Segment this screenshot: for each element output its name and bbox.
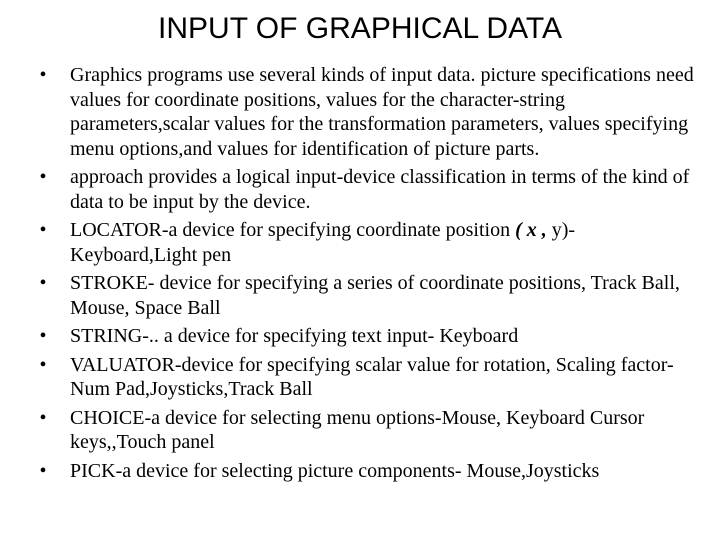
- locator-text-end: y)-Keyboard,Light pen: [70, 219, 576, 266]
- bullet-text-valuator: VALUATOR-device for specifying scalar value for rotation, Scaling factor-Num Pad,Joysticks,Track Ball: [70, 353, 674, 400]
- bullet-icon: •: [39, 406, 47, 429]
- bullet-text-choice: CHOICE-a device for selecting menu options-Mouse, Keyboard Cursor keys,,Touch panel: [70, 406, 645, 453]
- bullet-icon: •: [39, 459, 47, 482]
- list-item: [36, 271, 696, 320]
- bullet-icon: •: [39, 272, 47, 294]
- bullet-text-locator: [70, 218, 696, 267]
- bullet-list: [36, 63, 696, 487]
- bullet-text-classification: approach provides a logical input-device classification in terms of the kind of data to be input by the device.: [70, 166, 690, 213]
- bullet-text-string: STRING-.. a device for specifying text input- Keyboard: [70, 325, 519, 347]
- bullet-icon: •: [39, 219, 47, 241]
- bullet-text-stroke: STROKE- device for specifying a series of coordinate positions, Track Ball, Mouse, Space Ball: [70, 272, 680, 319]
- locator-text-start: LOCATOR-a device for specifying coordinate position: [70, 219, 516, 241]
- list-item: [36, 353, 696, 402]
- list-item: [36, 459, 696, 484]
- bullet-icon: •: [39, 166, 47, 188]
- coordinate-emphasis: ( x ,: [515, 219, 547, 241]
- bullet-text-input-data: Graphics programs use several kinds of input data. picture specifications need values for coordinate positions, values for the character-string parameters,scalar values for the transformation parameters, values specifying menu options,and values for identification of picture parts.: [70, 64, 694, 160]
- bullet-text-pick: PICK-a device for selecting picture components- Mouse,Joysticks: [70, 459, 600, 482]
- list-item: [36, 218, 696, 267]
- list-item: [36, 406, 696, 455]
- list-item: [36, 324, 696, 349]
- list-item: [36, 165, 696, 214]
- bullet-icon: •: [39, 64, 47, 86]
- bullet-icon: •: [39, 353, 47, 376]
- slide-title: INPUT OF GRAPHICAL DATA: [158, 12, 562, 45]
- list-item: [36, 63, 696, 161]
- bullet-icon: •: [39, 325, 47, 347]
